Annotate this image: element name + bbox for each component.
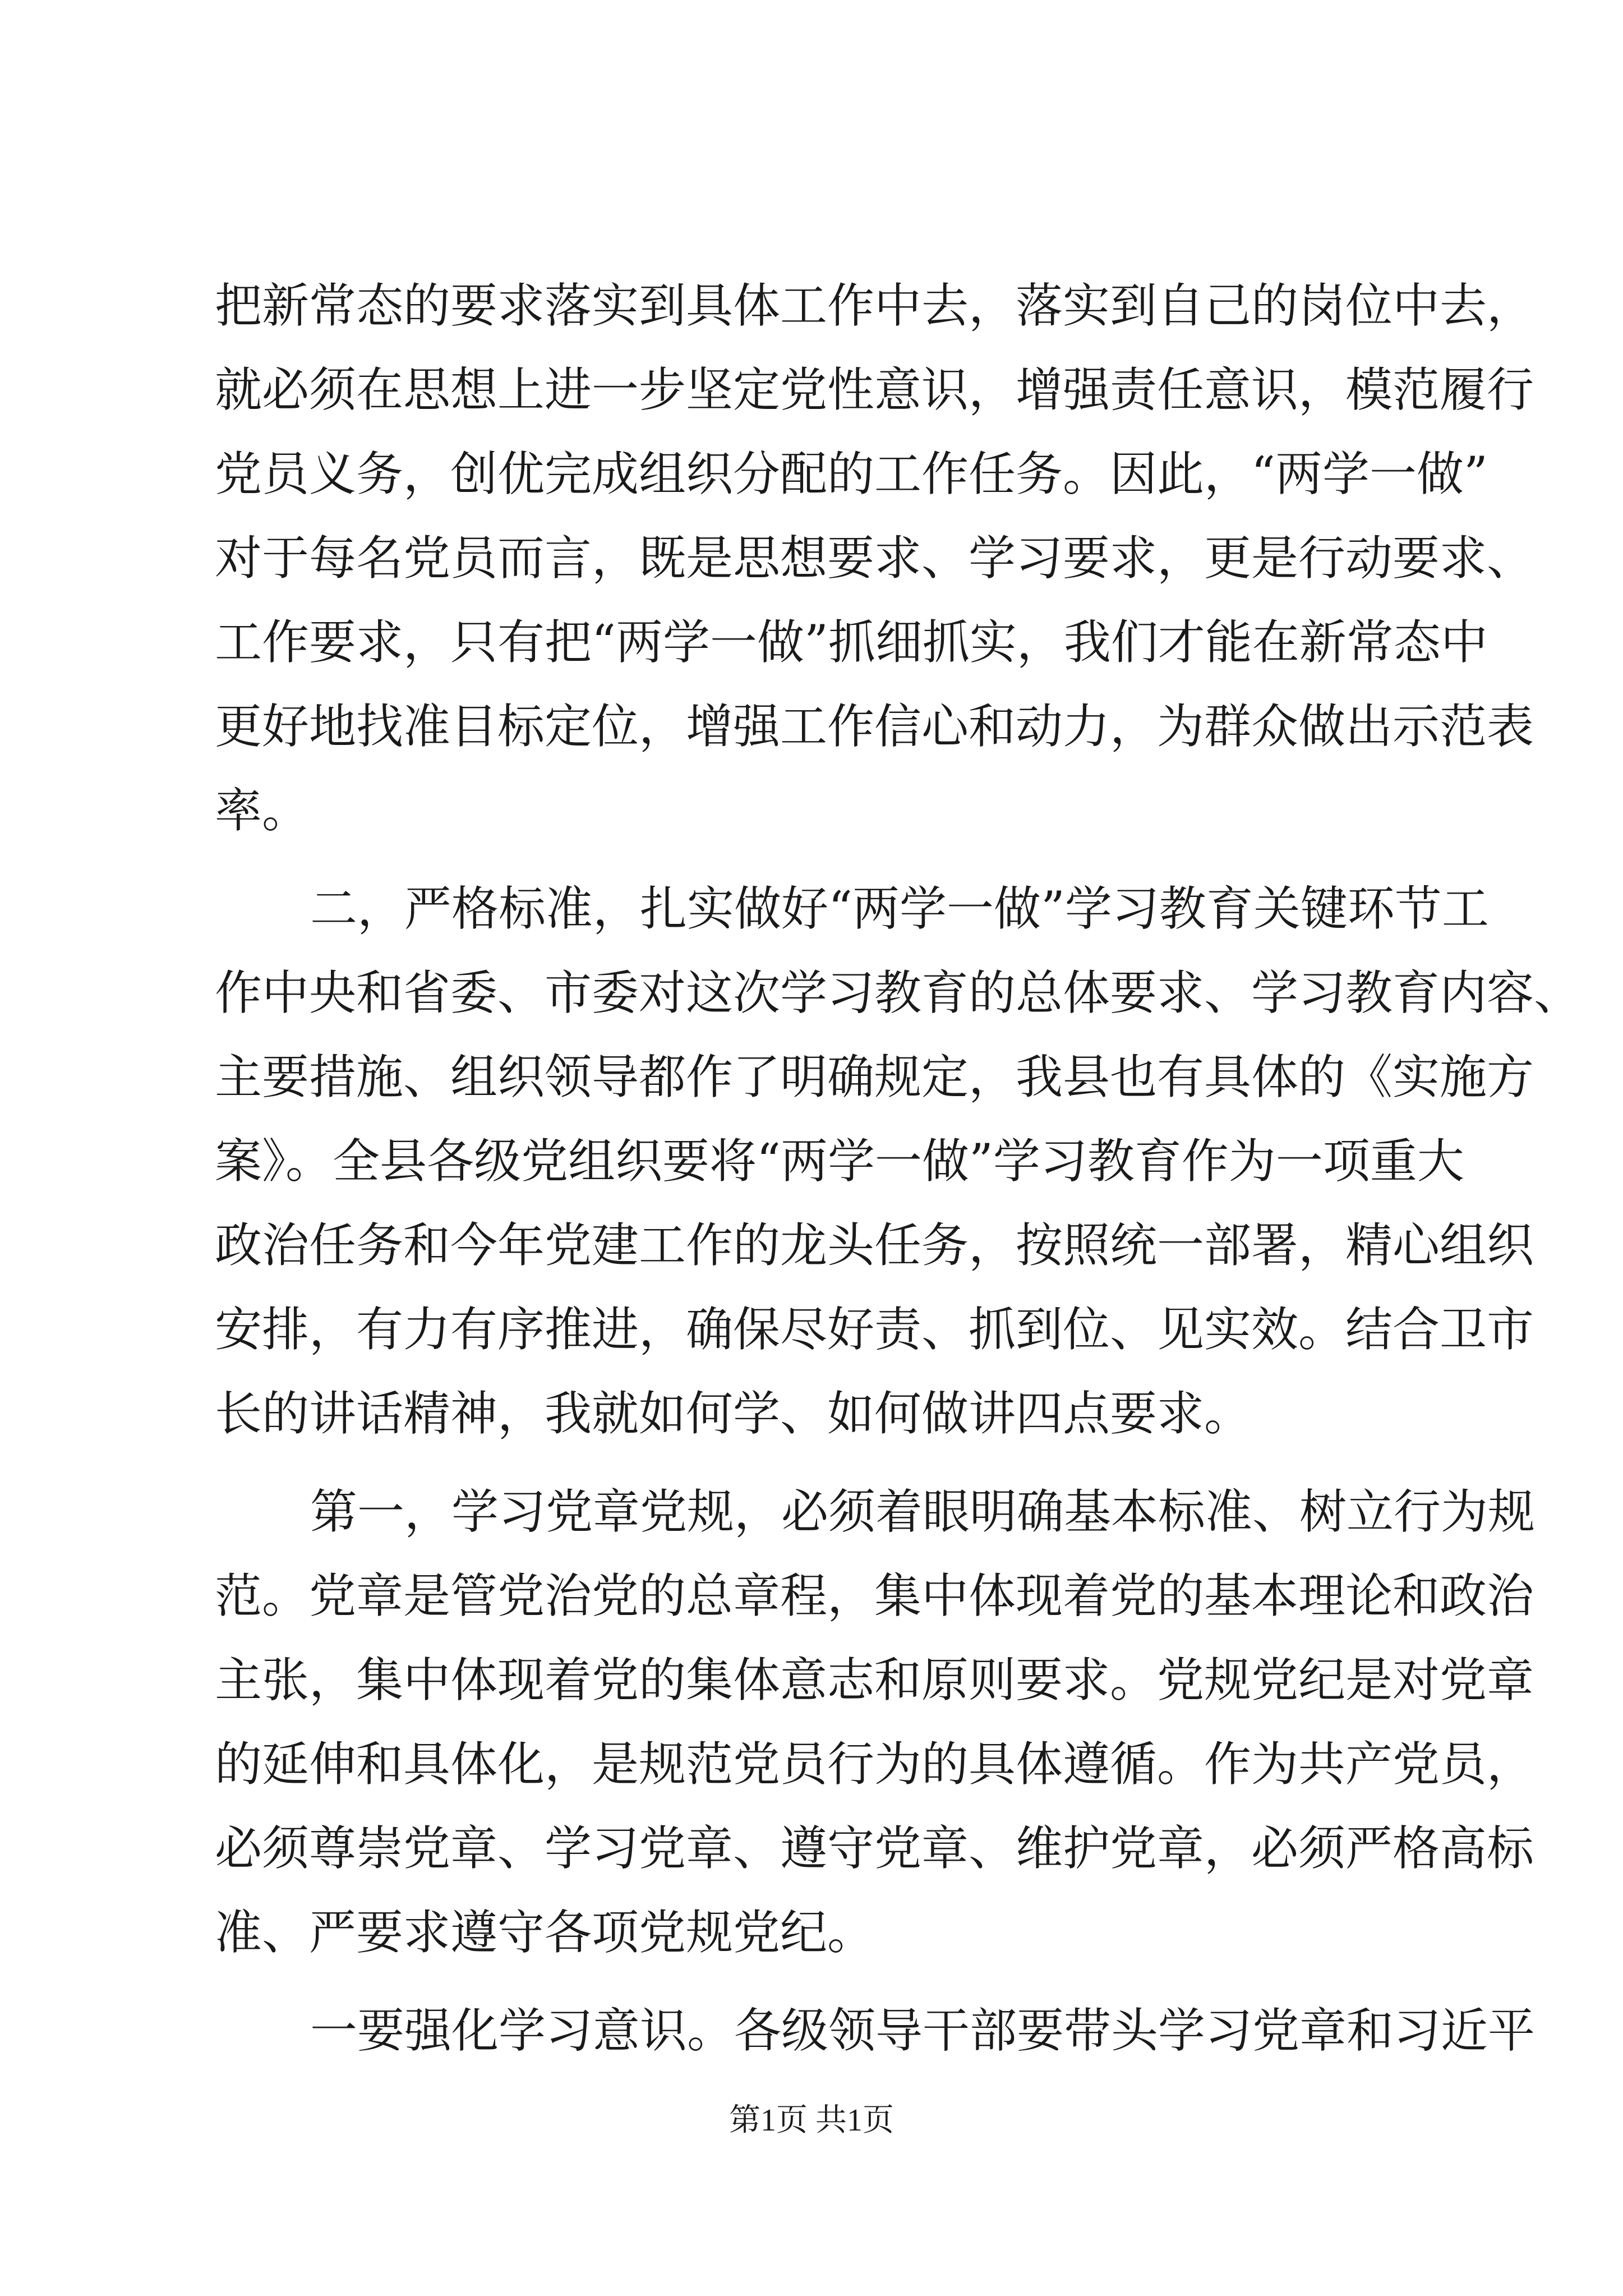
text-line: 作中央和省委、市委对这次学习教育的总体要求、学习教育内容、 xyxy=(215,965,1581,1020)
text-line: 对于每名党员而言，既是思想要求、学习要求，更是行动要求、 xyxy=(215,531,1534,586)
page-footer: 第1页 共1页 xyxy=(729,2103,894,2138)
text-line: 主张，集中体现着党的集体意志和原则要求。党规党纪是对党章 xyxy=(215,1653,1534,1708)
document-body xyxy=(215,264,1581,2073)
paragraph xyxy=(215,1989,1536,2073)
text-line: 准、严要求遵守各项党规党纪。 xyxy=(215,1905,875,1960)
text-line: 更好地找准目标定位，增强工作信心和动力，为群众做出示范表 xyxy=(215,699,1534,754)
text-line: 长的讲话精神，我就如何学、如何做讲四点要求。 xyxy=(215,1386,1252,1441)
text-line: 必须尊崇党章、学习党章、遵守党章、维护党章，必须严格高标 xyxy=(215,1821,1534,1876)
text-line: 把新常态的要求落实到具体工作中去，落实到自己的岗位中去， xyxy=(215,278,1534,333)
text-line: 主要措施、组织领导都作了明确规定，我县也有具体的《实施方 xyxy=(215,1050,1534,1105)
paragraph xyxy=(215,867,1581,1456)
text-line: 党员义务，创优完成组织分配的工作任务。因此，“两学一做” xyxy=(215,447,1488,501)
text-line: 二，严格标准，扎实做好“两学一做”学习教育关键环节工 xyxy=(310,881,1489,936)
text-line: 的延伸和具体化，是规范党员行为的具体遵循。作为共产党员， xyxy=(215,1737,1534,1792)
text-line: 安排，有力有序推进，确保尽好责、抓到位、见实效。结合卫市 xyxy=(215,1302,1534,1357)
paragraph xyxy=(215,264,1534,853)
text-line: 率。 xyxy=(215,783,310,838)
text-line: 第一，学习党章党规，必须着眼明确基本标准、树立行为规 xyxy=(310,1484,1536,1539)
text-line: 一要强化学习意识。各级领导干部要带头学习党章和习近平 xyxy=(310,2003,1536,2058)
paragraph xyxy=(215,1470,1536,1975)
text-line: 就必须在思想上进一步坚定党性意识，增强责任意识，模范履行 xyxy=(215,362,1534,417)
text-line: 政治任务和今年党建工作的龙头任务，按照统一部署，精心组织 xyxy=(215,1218,1534,1273)
text-line: 案》。全县各级党组织要将“两学一做”学习教育作为一项重大 xyxy=(215,1134,1464,1189)
text-line: 工作要求，只有把“两学一做”抓细抓实，我们才能在新常态中 xyxy=(215,615,1488,670)
text-line: 范。党章是管党治党的总章程，集中体现着党的基本理论和政治 xyxy=(215,1568,1534,1623)
